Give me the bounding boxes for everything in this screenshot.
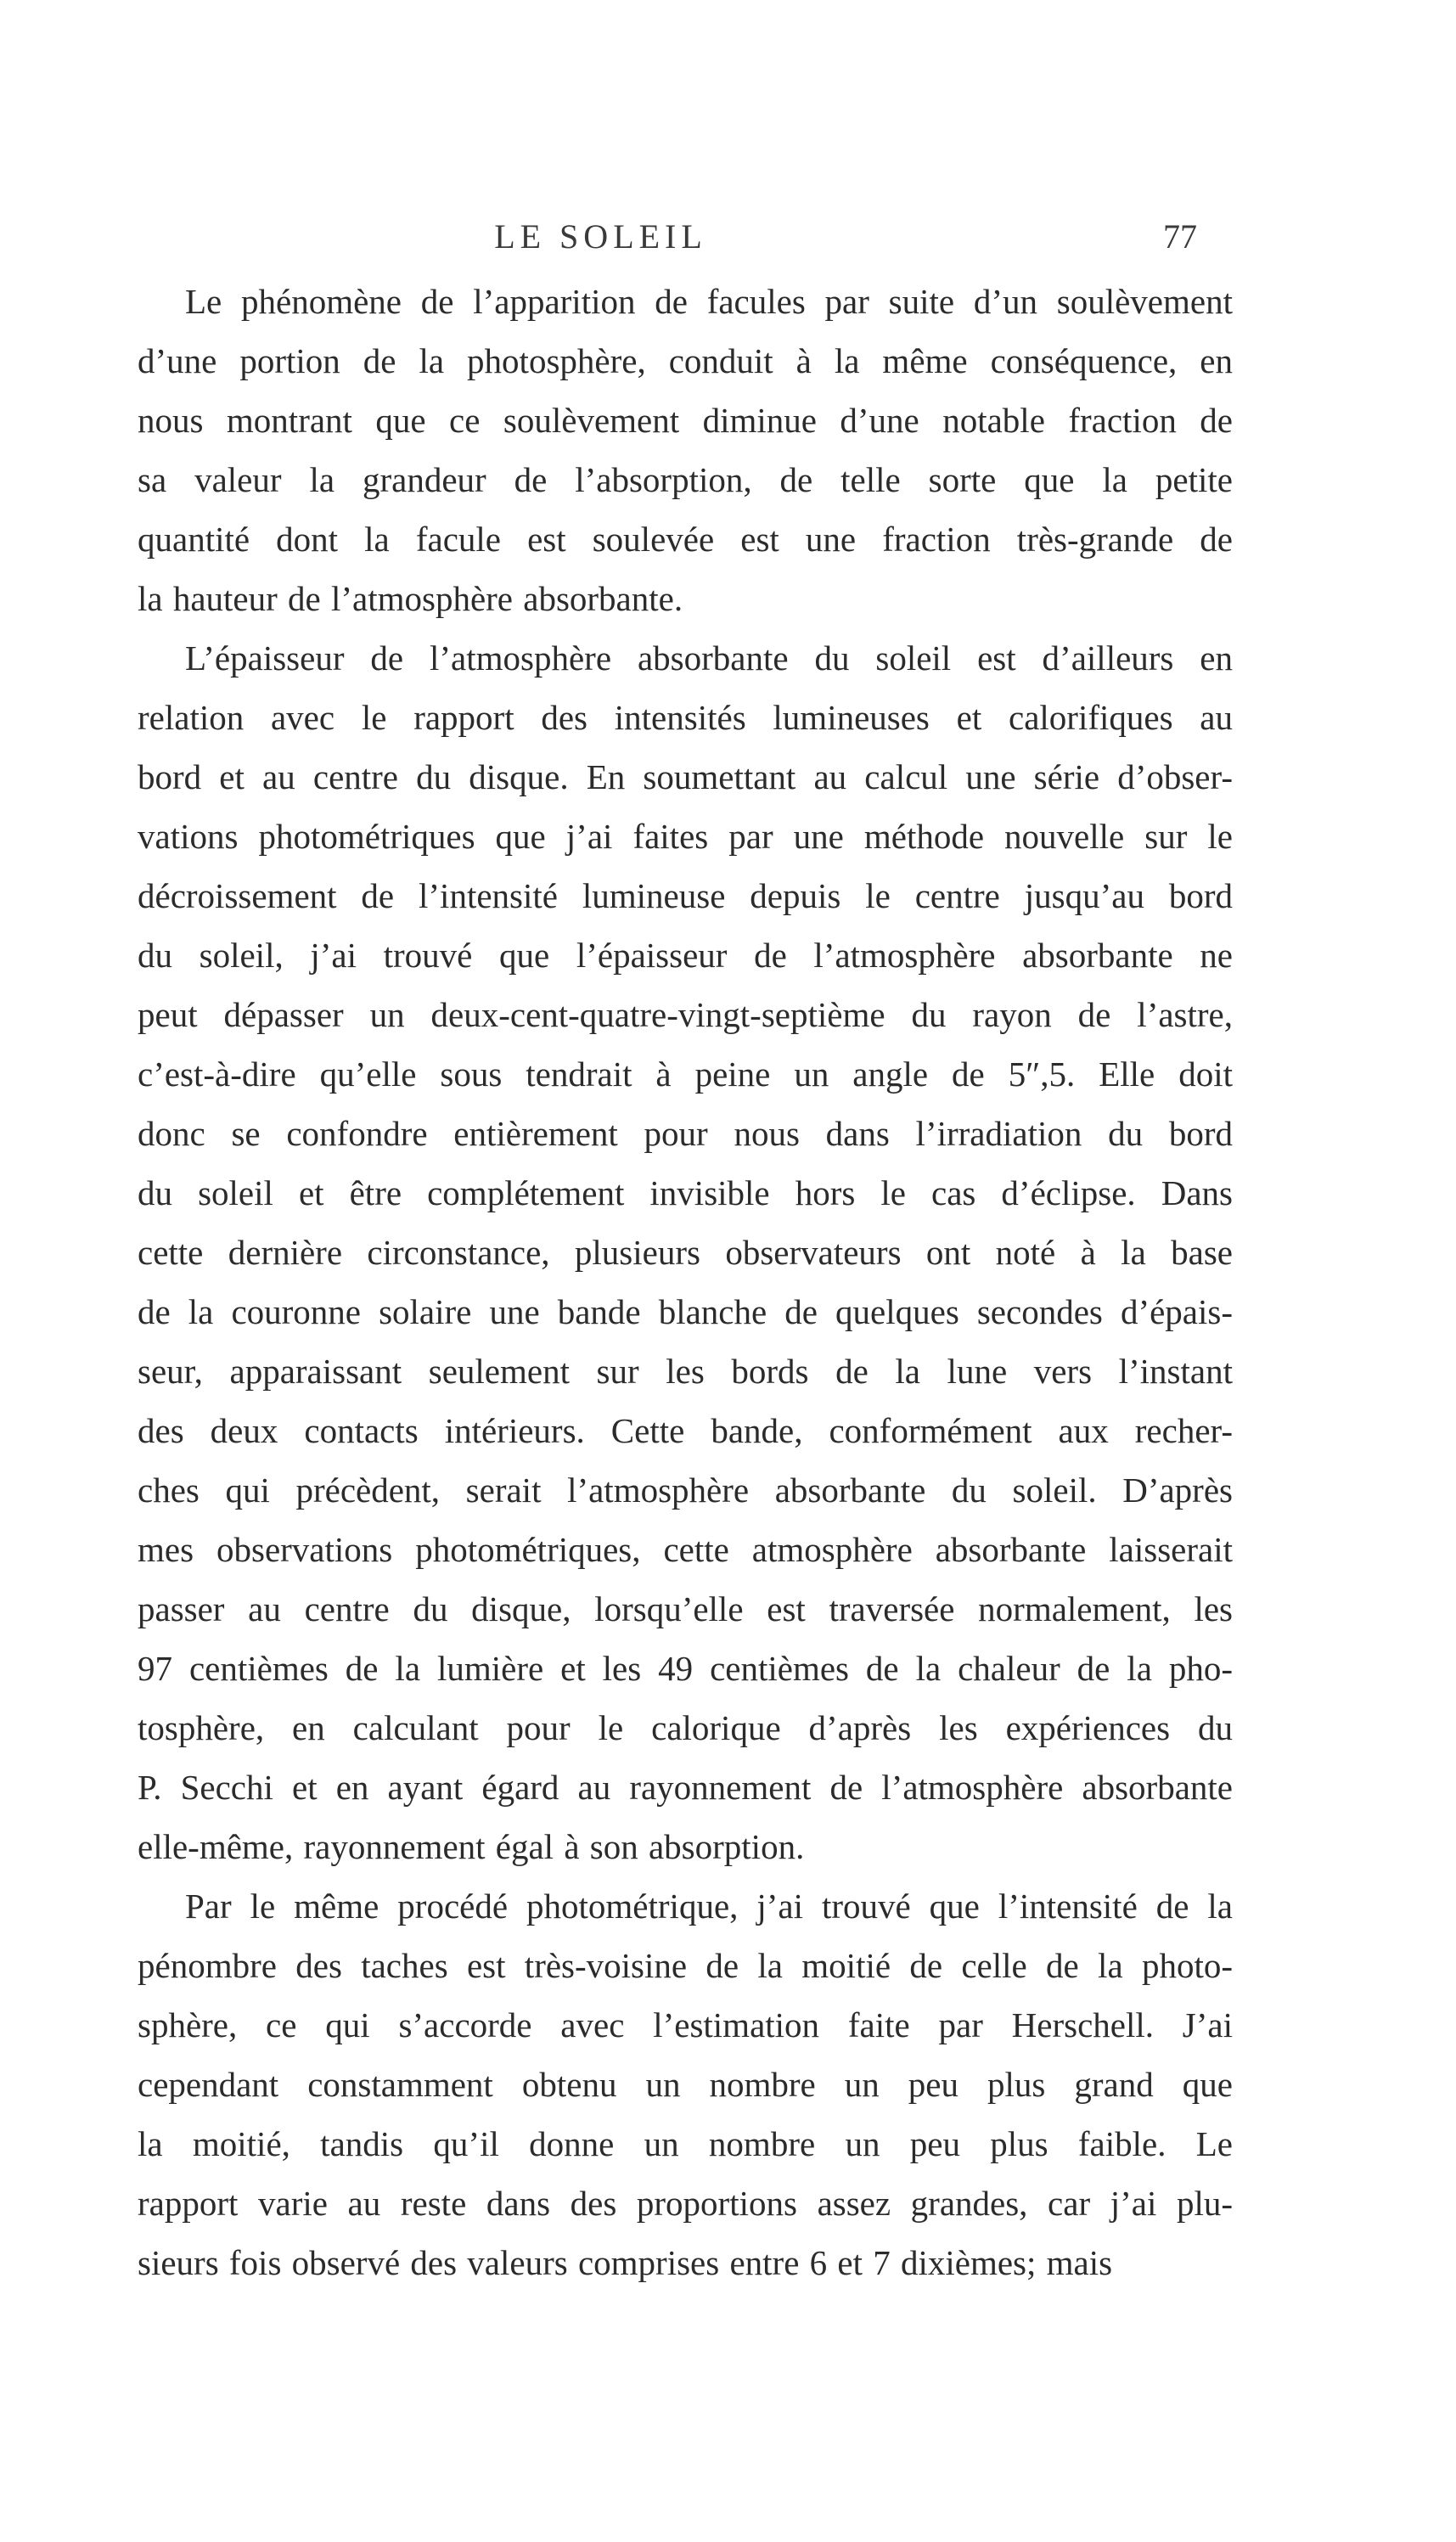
paragraph: [138, 628, 1233, 1876]
text-line: ches qui précèdent, serait l’atmosphère absorbante du soleil. D’après: [138, 1471, 1233, 1510]
text-line: décroissement de l’intensité lumineuse depuis le centre jusqu’au bord: [138, 876, 1233, 915]
text-line: sieurs fois observé des valeurs comprises entre 6 et 7 dixièmes; mais: [138, 2243, 1113, 2282]
running-head: [0, 217, 1456, 267]
running-title: LE SOLEIL: [494, 217, 707, 256]
text-line: Le phénomène de l’apparition de facules par suite d’un soulèvement: [185, 282, 1233, 321]
text-line: 97 centièmes de la lumière et les 49 centièmes de la chaleur de la pho-: [138, 1649, 1233, 1688]
text-line: seur, apparaissant seulement sur les bords de la lune vers l’instant: [138, 1352, 1233, 1391]
text-line: cette dernière circonstance, plusieurs observateurs ont noté à la base: [138, 1233, 1233, 1272]
text-line: P. Secchi et en ayant égard au rayonnement de l’atmosphère absorbante: [138, 1768, 1233, 1807]
text-line: la hauteur de l’atmosphère absorbante.: [138, 579, 683, 618]
body-text: [138, 272, 1233, 2292]
text-line: bord et au centre du disque. En soumettant au calcul une série d’obser-: [138, 757, 1233, 796]
text-line: d’une portion de la photosphère, conduit à la même conséquence, en: [138, 341, 1233, 380]
text-line: sa valeur la grandeur de l’absorption, de telle sorte que la petite: [138, 460, 1233, 499]
page-number: 77: [1163, 217, 1197, 256]
text-line: sphère, ce qui s’accorde avec l’estimation faite par Herschell. J’ai: [138, 2005, 1233, 2044]
text-line: vations photométriques que j’ai faites par une méthode nouvelle sur le: [138, 817, 1233, 856]
text-line: elle-même, rayonnement égal à son absorption.: [138, 1827, 805, 1866]
text-line: Par le même procédé photométrique, j’ai trouvé que l’intensité de la: [185, 1887, 1233, 1926]
text-line: des deux contacts intérieurs. Cette bande, conformément aux recher-: [138, 1411, 1233, 1450]
text-line: de la couronne solaire une bande blanche de quelques secondes d’épais-: [138, 1292, 1233, 1331]
text-line: peut dépasser un deux-cent-quatre-vingt-septième du rayon de l’astre,: [138, 995, 1233, 1034]
text-line: nous montrant que ce soulèvement diminue d’une notable fraction de: [138, 401, 1233, 440]
text-line: pénombre des taches est très-voisine de la moitié de celle de la photo-: [138, 1946, 1233, 1985]
text-line: du soleil, j’ai trouvé que l’épaisseur de l’atmosphère absorbante ne: [138, 936, 1233, 975]
text-line: donc se confondre entièrement pour nous dans l’irradiation du bord: [138, 1114, 1233, 1153]
text-line: du soleil et être complétement invisible hors le cas d’éclipse. Dans: [138, 1173, 1233, 1212]
text-line: tosphère, en calculant pour le calorique d’après les expériences du: [138, 1708, 1233, 1747]
text-line: c’est-à-dire qu’elle sous tendrait à peine un angle de 5″,5. Elle doit: [138, 1054, 1233, 1094]
paragraph: [138, 1876, 1233, 2292]
text-line: relation avec le rapport des intensités lumineuses et calorifiques au: [138, 698, 1233, 737]
text-line: quantité dont la facule est soulevée est une fraction très-grande de: [138, 520, 1233, 559]
text-line: la moitié, tandis qu’il donne un nombre un peu plus faible. Le: [138, 2124, 1233, 2163]
text-line: L’épaisseur de l’atmosphère absorbante du soleil est d’ailleurs en: [185, 638, 1233, 678]
paragraph: [138, 272, 1233, 628]
text-line: cependant constamment obtenu un nombre un peu plus grand que: [138, 2065, 1233, 2104]
text-line: rapport varie au reste dans des proportions assez grandes, car j’ai plu-: [138, 2184, 1233, 2223]
text-line: mes observations photométriques, cette atmosphère absorbante laisserait: [138, 1530, 1233, 1569]
text-line: passer au centre du disque, lorsqu’elle est traversée normalement, les: [138, 1589, 1233, 1628]
